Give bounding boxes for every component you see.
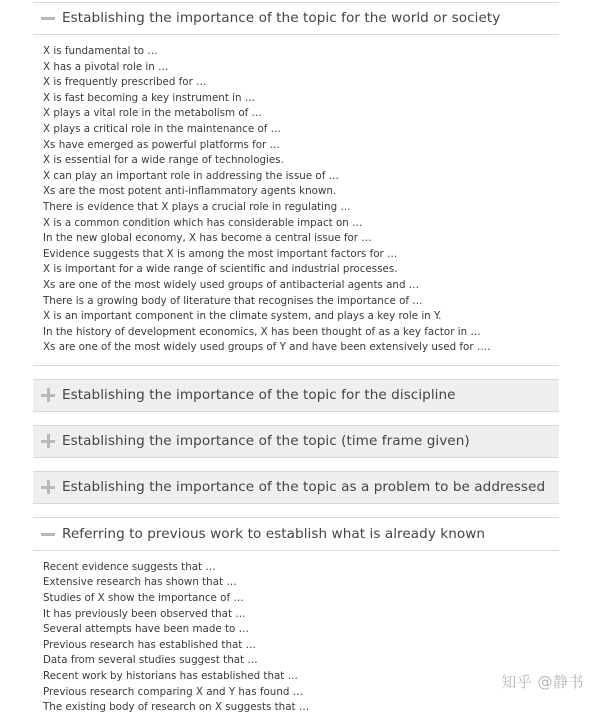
section-header-problem[interactable]: [33, 472, 559, 503]
section-title: Referring to previous work to establish what is already known: [62, 525, 486, 542]
list-item: X is an important component in the climate system, and plays a key role in Y.: [43, 310, 442, 323]
list-item: The existing body of research on X suggests that …: [43, 701, 310, 714]
list-item: Xs have emerged as powerful platforms for …: [43, 138, 280, 151]
list-item: X is fundamental to …: [43, 45, 158, 57]
list-item: Xs are one of the most widely used groups of antibacterial agents and …: [43, 278, 420, 291]
list-item: Recent evidence suggests that …: [43, 560, 216, 573]
list-item: There is evidence that X plays a crucial role in regulating …: [43, 200, 351, 213]
section-time-frame: [33, 425, 559, 458]
list-item: In the history of development economics, X has been thought of as a key factor in …: [43, 325, 481, 338]
section-world-society: [33, 3, 559, 365]
plus-icon[interactable]: [41, 434, 55, 448]
phrasebank-accordion: [33, 0, 559, 725]
list-item: It has previously been observed that …: [43, 607, 246, 620]
section-previous-work: [33, 519, 559, 725]
list-item: X is important for a wide range of scientific and industrial processes.: [43, 263, 398, 276]
plus-icon[interactable]: [41, 480, 55, 494]
section-discipline: [33, 379, 559, 412]
list-item: X has a pivotal role in …: [43, 60, 169, 73]
section-header-world-society[interactable]: [33, 3, 559, 35]
list-item: There is a growing body of literature that recognises the importance of …: [43, 294, 423, 307]
section-title: Establishing the importance of the topic for the discipline: [62, 386, 456, 403]
list-item: Previous research comparing X and Y has found …: [43, 685, 303, 698]
minus-icon[interactable]: [41, 11, 55, 25]
minus-icon[interactable]: [41, 527, 55, 541]
list-item: Several attempts have been made to …: [43, 623, 249, 636]
watermark-text: 知乎 @静书: [501, 673, 584, 691]
section-header-discipline[interactable]: [33, 380, 559, 411]
list-item: X is frequently prescribed for …: [43, 76, 207, 89]
list-item: Recent work by historians has established that …: [43, 670, 298, 683]
plus-icon[interactable]: [41, 388, 55, 402]
list-item: X can play an important role in addressing the issue of …: [43, 169, 339, 182]
list-item: X plays a vital role in the metabolism of …: [43, 107, 262, 120]
list-item: Studies of X show the importance of …: [43, 592, 244, 605]
section-problem: [33, 471, 559, 504]
list-item: X plays a critical role in the maintenance of …: [43, 122, 281, 135]
list-item: In the new global economy, X has become a central issue for …: [43, 232, 372, 245]
section-header-time-frame[interactable]: [33, 426, 559, 457]
list-item: Extensive research has shown that …: [43, 576, 237, 589]
section-title: Establishing the importance of the topic (time frame given): [62, 432, 470, 449]
section-header-previous-work[interactable]: [33, 519, 559, 551]
list-item: X is essential for a wide range of technologies.: [43, 154, 284, 167]
list-item: Xs are the most potent anti-inflammatory agents known.: [43, 185, 337, 198]
list-item: X is a common condition which has considerable impact on …: [43, 216, 363, 229]
list-item: Xs are one of the most widely used groups of Y and have been extensively used for ….: [43, 341, 491, 354]
list-item: Data from several studies suggest that …: [43, 654, 258, 667]
section-title: Establishing the importance of the topic for the world or society: [62, 10, 501, 26]
list-item: X is fast becoming a key instrument in …: [43, 91, 256, 104]
phrase-list: [33, 551, 559, 725]
phrase-list: [33, 35, 559, 365]
list-item: Previous research has established that …: [43, 638, 256, 651]
section-title: Establishing the importance of the topic as a problem to be addressed: [62, 478, 546, 495]
list-item: Evidence suggests that X is among the most important factors for …: [43, 247, 398, 260]
